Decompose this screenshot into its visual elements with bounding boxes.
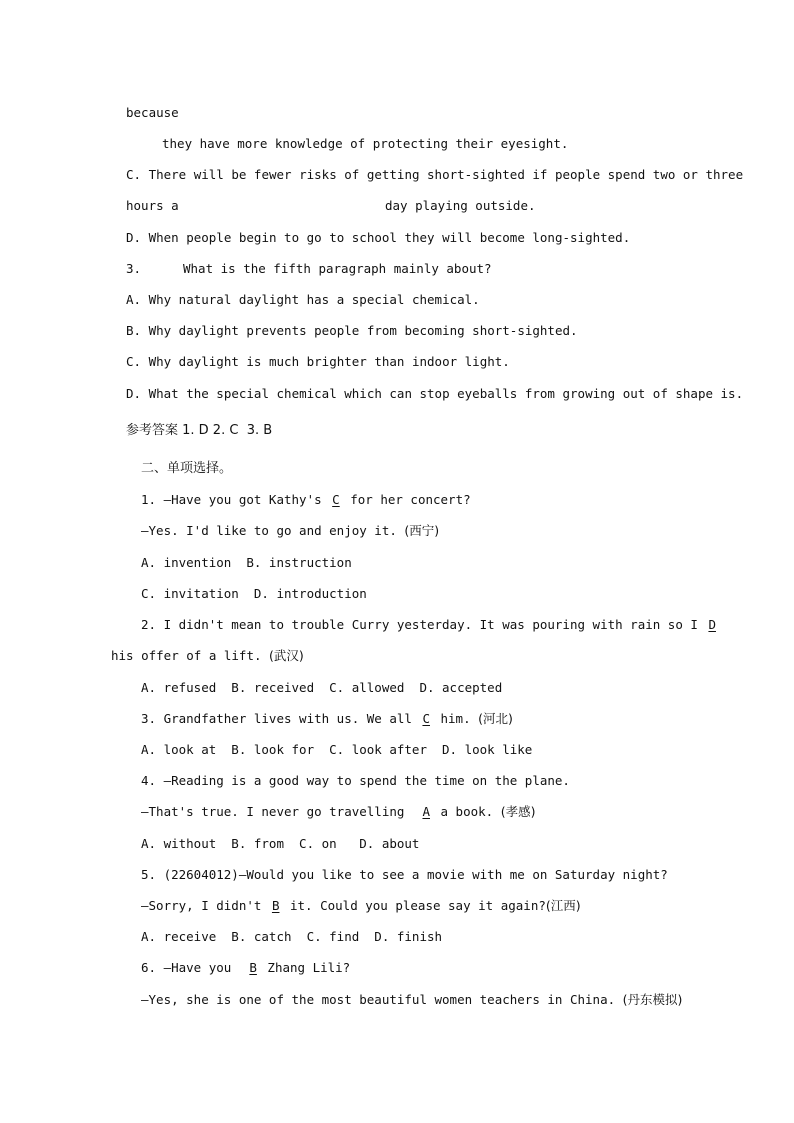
mc-question-1: [141, 492, 471, 508]
mc-question-5-pre: —Sorry, I didn't: [141, 898, 269, 913]
option-c-line-2-start: hours a: [126, 198, 179, 213]
mc-question-6-source: (丹东模拟): [622, 992, 683, 1007]
mc-question-4-pre: —That's true. I never go travelling: [141, 804, 420, 819]
mc-question-6-answer: B: [249, 960, 257, 975]
mc-question-3-source: (河北): [478, 711, 513, 726]
mc-question-1-pre: 1. —Have you got Kathy's: [141, 492, 330, 507]
option-c-line-1: C. There will be fewer risks of getting short-sighted if people spend two or three: [126, 167, 744, 182]
mc-question-1-answer: C: [332, 492, 340, 507]
mc-question-2: [141, 617, 719, 633]
mc-question-5-post: it. Could you please say it again?: [282, 898, 546, 913]
mc-question-3-answer: C: [422, 711, 430, 726]
mc-question-1-reply-text: —Yes. I'd like to go and enjoy it.: [141, 523, 397, 538]
question-3-number: 3.: [126, 261, 142, 276]
mc-question-4-answer: A: [422, 804, 430, 819]
option-d: D. When people begin to go to school they will become long-sighted.: [126, 230, 631, 245]
mc-question-6-post: Zhang Lili?: [259, 960, 351, 975]
mc-question-2-source: (武汉): [269, 648, 304, 663]
mc-question-1-source: (西宁): [404, 523, 440, 538]
mc-question-3-post: him.: [432, 711, 471, 726]
mc-question-6: [141, 960, 350, 976]
mc-question-1-reply: [141, 523, 439, 539]
mc-question-2-cont-text: his offer of a lift.: [111, 648, 262, 663]
mc-question-2-continuation: [111, 648, 304, 664]
question-3-text: What is the fifth paragraph mainly about?: [183, 261, 492, 276]
mc-question-6-reply: [141, 992, 682, 1008]
mc-question-5-answer: B: [271, 898, 280, 913]
section-title: 二、单项选择。: [141, 461, 233, 476]
option-c-line-2-end: day playing outside.: [385, 198, 536, 213]
mc-question-6-pre: 6. —Have you: [141, 960, 247, 975]
mc-question-1-post: for her concert?: [342, 492, 471, 507]
q3-option-c: C. Why daylight is much brighter than indoor light.: [126, 354, 510, 369]
mc-question-5-source: (江西): [545, 898, 581, 913]
mc-question-2-options: A. refused B. received C. allowed D. accepted: [141, 680, 503, 695]
mc-question-3-pre: 3. Grandfather lives with us. We all: [141, 711, 420, 726]
option-b-continuation-start: because: [126, 105, 179, 120]
q3-option-b: B. Why daylight prevents people from becoming short-sighted.: [126, 323, 578, 338]
answer-key: 参考答案 1. D 2. C 3. B: [126, 423, 273, 438]
mc-question-3: [141, 711, 513, 727]
mc-question-2-pre: 2. I didn't mean to trouble Curry yesterday. It was pouring with rain so I: [141, 617, 706, 632]
mc-question-5: 5. (22604012)—Would you like to see a movie with me on Saturday night?: [141, 867, 668, 882]
mc-question-5-options: A. receive B. catch C. find D. finish: [141, 929, 443, 944]
mc-question-4: 4. —Reading is a good way to spend the time on the plane.: [141, 773, 570, 788]
mc-question-4-reply: [141, 804, 536, 820]
q3-option-a: A. Why natural daylight has a special chemical.: [126, 292, 480, 307]
option-b-continuation-end: they have more knowledge of protecting their eyesight.: [162, 136, 569, 151]
mc-question-1-options-cd: C. invitation D. introduction: [141, 586, 367, 601]
mc-question-5-reply: [141, 898, 581, 914]
mc-question-6-reply-text: —Yes, she is one of the most beautiful women teachers in China.: [141, 992, 616, 1007]
mc-question-3-options: A. look at B. look for C. look after D. look like: [141, 742, 533, 757]
q3-option-d: D. What the special chemical which can stop eyeballs from growing out of shape is.: [126, 386, 744, 401]
mc-question-1-options-ab: A. invention B. instruction: [141, 555, 352, 570]
mc-question-4-options: A. without B. from C. on D. about: [141, 836, 420, 851]
mc-question-4-source: (孝感): [500, 804, 536, 819]
mc-question-2-answer: D: [708, 617, 716, 632]
mc-question-4-post: a book.: [432, 804, 494, 819]
